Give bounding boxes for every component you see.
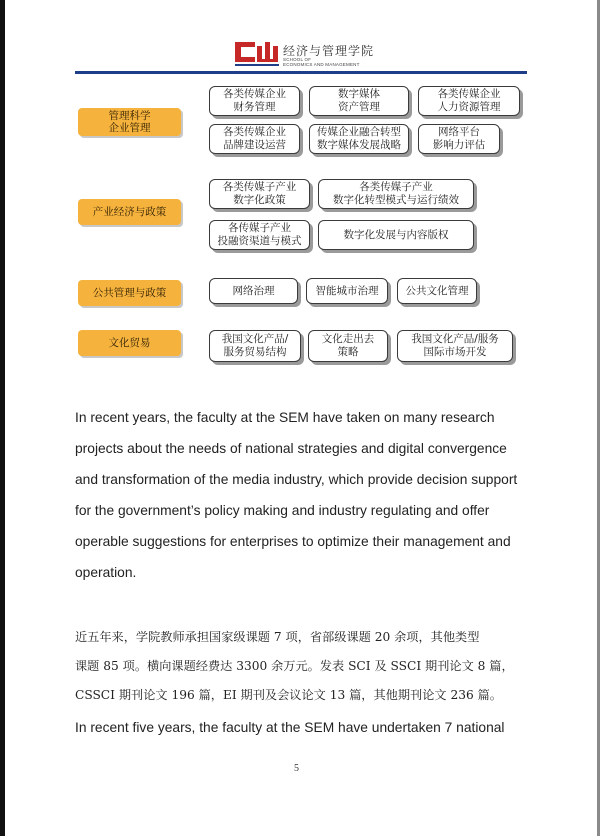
research-topic-box	[306, 278, 388, 304]
text-line: In recent five years, the faculty at the SEM have undertaken 7 national	[75, 720, 505, 735]
research-topic-box	[209, 330, 301, 362]
text-line: 课题 85 项。横向课题经费达 3300 余万元。发表 SCI 及 SSCI 期刊论文 8 篇，	[75, 659, 514, 673]
text-line: CSSCI 期刊论文 196 篇，EI 期刊及会议论文 13 篇，其他期刊论文 236 篇。	[75, 688, 502, 702]
school-name-en-line1: SCHOOL OF	[283, 57, 312, 62]
category-cultural-trade	[78, 330, 181, 356]
school-logo-header	[235, 38, 385, 68]
category-label: 公共管理与政策	[92, 287, 167, 299]
topic-line: 数字化发展与内容版权	[343, 228, 449, 241]
paragraph-en-five-years	[75, 720, 530, 740]
topic-line: 各类传媒企业	[437, 88, 501, 100]
paragraph-en-research-projects	[75, 410, 530, 590]
research-topic-box	[418, 86, 520, 116]
research-topic-box	[418, 124, 500, 154]
text-line: 近五年来，学院教师承担国家级课题 7 项，省部级课题 20 余项，其他类型	[75, 630, 480, 644]
category-label: 产业经济与政策	[92, 206, 167, 218]
category-public-management	[78, 280, 181, 306]
topic-line: 文化走出去	[321, 333, 375, 345]
text-line: operation.	[75, 565, 137, 580]
research-topic-box	[309, 86, 409, 116]
topic-line: 人力资源管理	[437, 101, 501, 113]
research-topic-box	[209, 278, 298, 304]
category-industrial-economics	[78, 199, 181, 225]
topic-line: 投融资渠道与模式	[217, 235, 302, 247]
school-name-en-line2: ECONOMICS AND MANAGEMENT	[283, 62, 360, 67]
topic-line: 数字化政策	[233, 194, 286, 206]
topic-line: 网络平台	[438, 126, 480, 138]
topic-line: 公共文化管理	[405, 284, 469, 297]
topic-line: 传媒企业融合转型	[317, 126, 401, 138]
topic-line: 影响力评估	[432, 139, 486, 151]
text-line: operable suggestions for enterprises to optimize their management and	[75, 534, 511, 549]
research-topic-box	[318, 179, 474, 209]
research-topic-box	[209, 124, 300, 154]
category-management-science	[78, 108, 181, 136]
text-line: and transformation of the media industry, which provide decision support	[75, 472, 518, 487]
text-line: projects about the needs of national strategies and digital convergence	[75, 441, 507, 456]
topic-line: 财务管理	[233, 101, 276, 113]
research-topic-box	[209, 86, 300, 116]
school-name-cn: 经济与管理学院	[283, 44, 375, 58]
text-line: In recent years, the faculty at the SEM have taken on many research	[75, 410, 495, 425]
topic-line: 服务贸易结构	[223, 346, 287, 358]
research-topic-box	[309, 124, 409, 154]
topic-line: 资产管理	[338, 101, 380, 113]
page-number: 5	[294, 763, 299, 774]
topic-line: 我国文化产品/	[221, 333, 289, 345]
research-topic-box	[209, 220, 310, 250]
research-topic-box	[209, 179, 310, 209]
topic-line: 我国文化产品/服务	[411, 333, 499, 345]
topic-line: 数字媒体发展战略	[317, 139, 401, 151]
scan-edge-left	[0, 0, 5, 836]
school-logo-icon	[235, 40, 279, 68]
topic-line: 数字媒体	[338, 88, 380, 100]
paragraph-cn-research-stats	[75, 628, 530, 708]
topic-line: 策略	[337, 346, 359, 358]
topic-line: 数字化转型模式与运行绩效	[333, 194, 459, 206]
topic-line: 品牌建设运营	[223, 139, 286, 151]
topic-line: 各类传媒企业	[223, 88, 286, 100]
topic-line: 网络治理	[232, 284, 275, 297]
topic-line: 各传媒子产业	[228, 222, 291, 234]
topic-line: 国际市场开发	[423, 346, 487, 358]
topic-line: 各类传媒子产业	[222, 181, 297, 193]
research-topic-box	[308, 330, 388, 362]
research-topic-box	[397, 278, 477, 304]
category-label: 管理科学	[108, 110, 151, 122]
research-topic-box	[318, 220, 474, 250]
topic-line: 各类传媒企业	[223, 126, 286, 138]
topic-line: 各类传媒子产业	[359, 181, 433, 193]
category-label: 企业管理	[108, 122, 151, 134]
header-divider	[75, 71, 527, 74]
research-topic-box	[397, 330, 513, 362]
topic-line: 智能城市治理	[315, 284, 379, 297]
category-label: 文化贸易	[108, 337, 151, 349]
text-line: for the government’s policy making and industry regulating and offer	[75, 503, 490, 518]
